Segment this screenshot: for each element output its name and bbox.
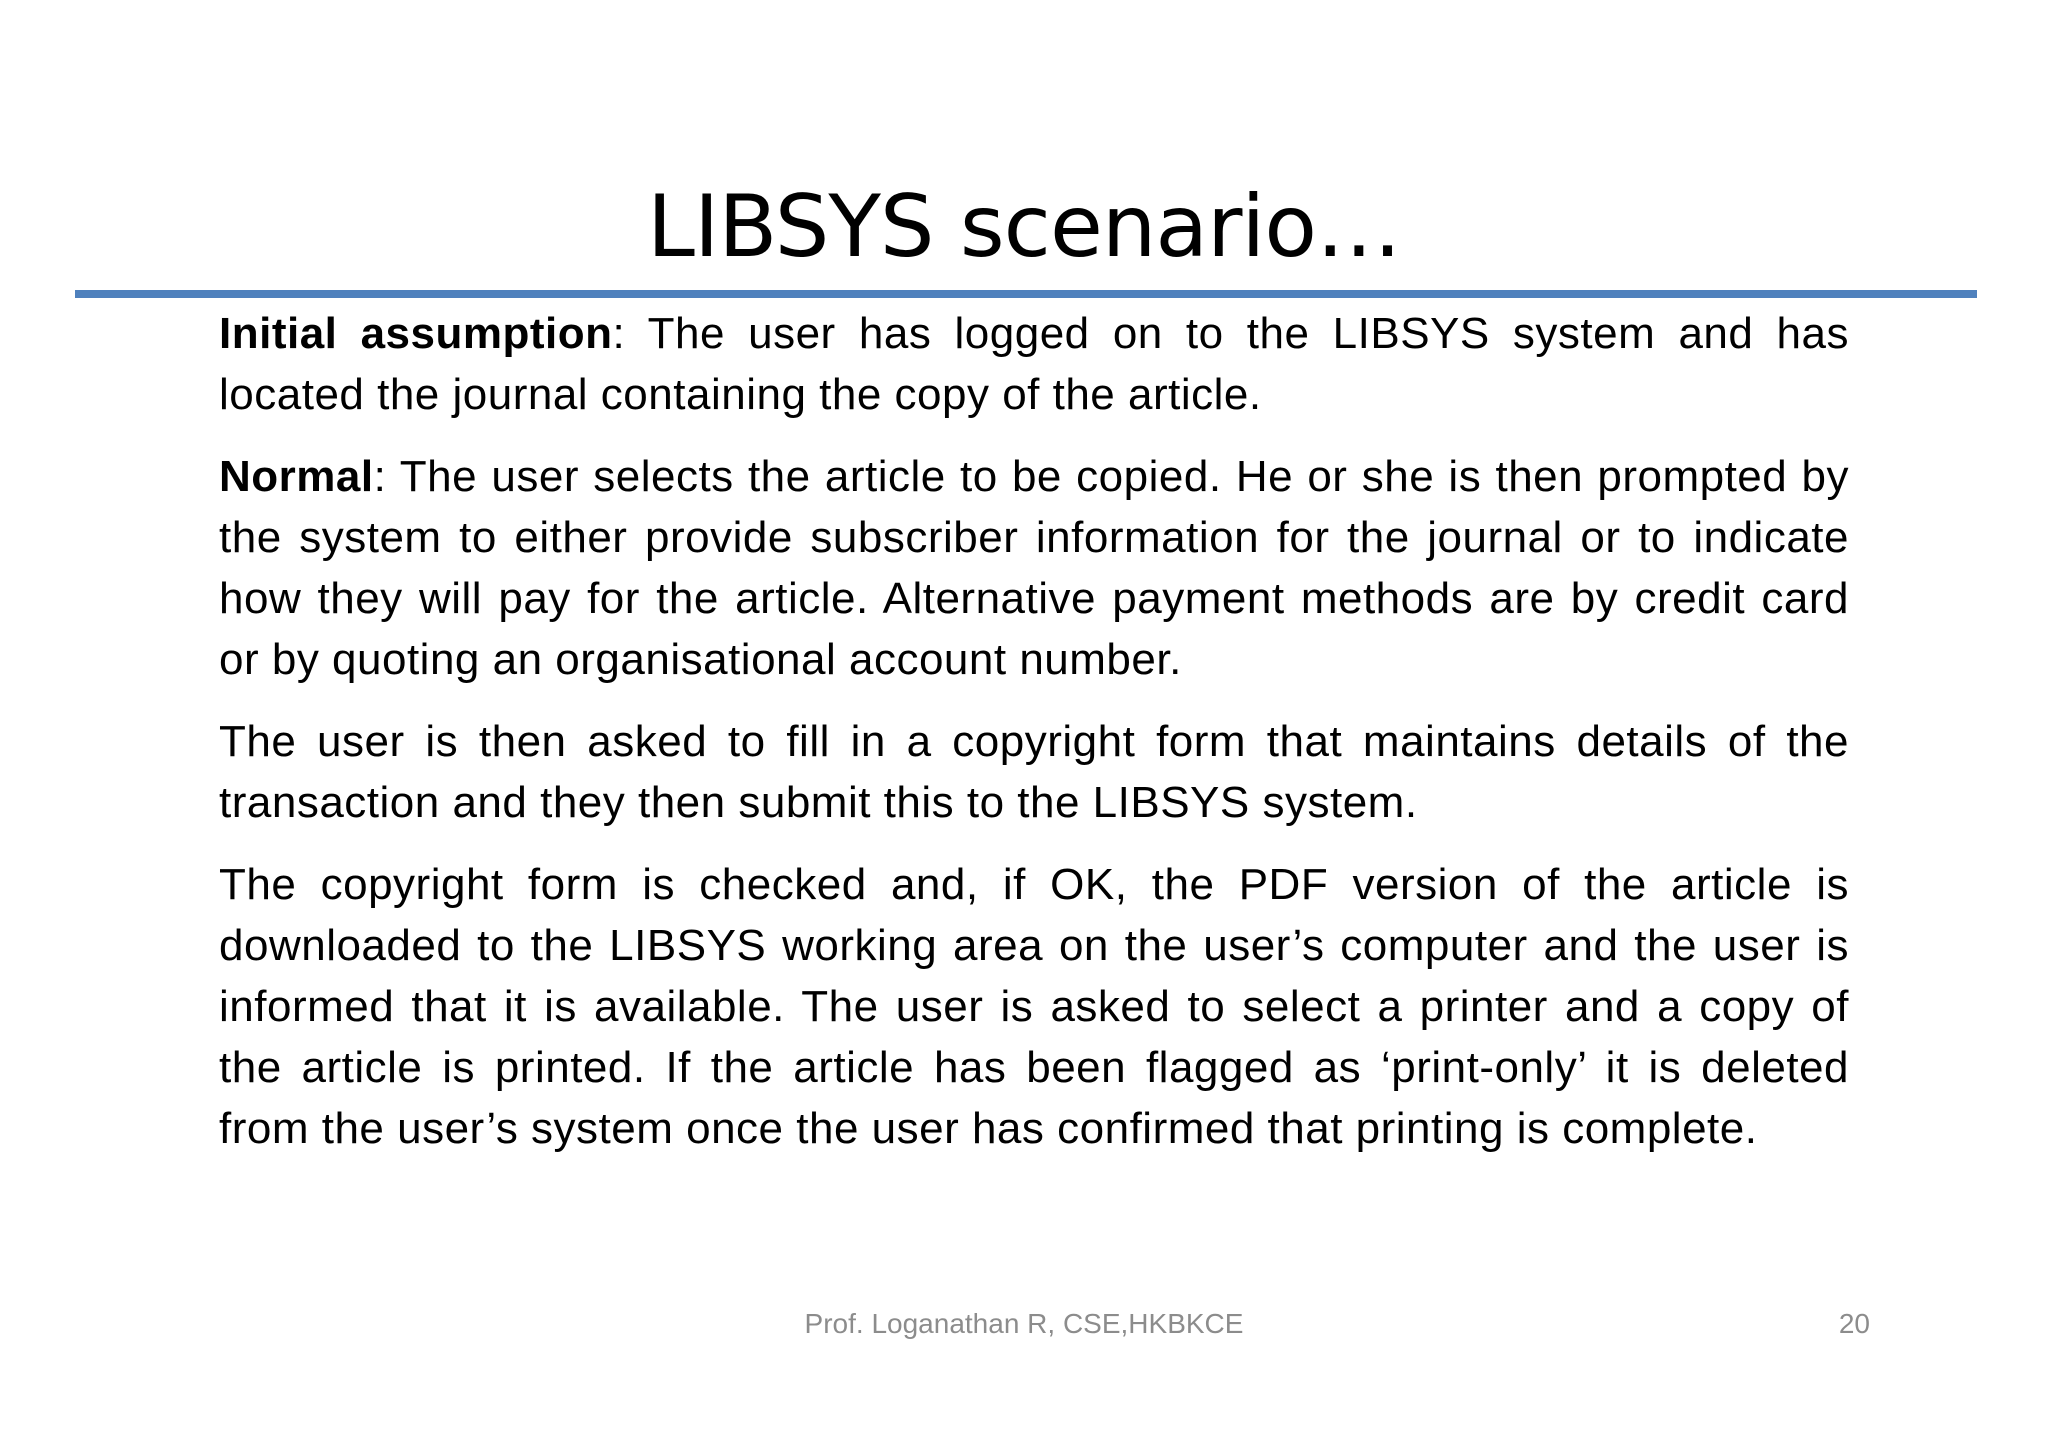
title-underline-rule (75, 290, 1977, 298)
paragraph-initial-assumption (219, 303, 1849, 425)
paragraph-text: : The user selects the article to be copied. He or she is then prompted by the system to either provide subscriber information for the journal or to indicate how they will pay for the article. Alternative payment methods are by credit card or by quoting an organisational account number. (219, 452, 1849, 684)
paragraph-text: : The user has logged on to the LIBSYS system and has located the journal containing the copy of the article. (219, 309, 1849, 419)
slide-footer: Prof. Loganathan R, CSE,HKBKCE (804, 1308, 1244, 1339)
paragraph-lead: Initial assumption (219, 309, 613, 358)
slide-body (219, 303, 1849, 1180)
page-number: 20 (1838, 1308, 1870, 1339)
paragraph-lead: Normal (219, 452, 374, 501)
paragraph-text: The user is then asked to fill in a copyright form that maintains details of the transaction and they then submit this to the LIBSYS system. (219, 717, 1849, 827)
paragraph-copyright-form (219, 711, 1849, 833)
paragraph-normal (219, 446, 1849, 690)
paragraph-text: The copyright form is checked and, if OK, the PDF version of the article is downloaded to the LIBSYS working area on the user’s computer and the user is informed that it is available. The user is asked to select a printer and a copy of the article is printed. If the article has been flagged as ‘print-only’ it is deleted from the user’s system once the user has confirmed that printing is complete. (219, 860, 1849, 1153)
slide-title: LIBSYS scenario… (647, 177, 1401, 277)
paragraph-download-print (219, 854, 1849, 1159)
